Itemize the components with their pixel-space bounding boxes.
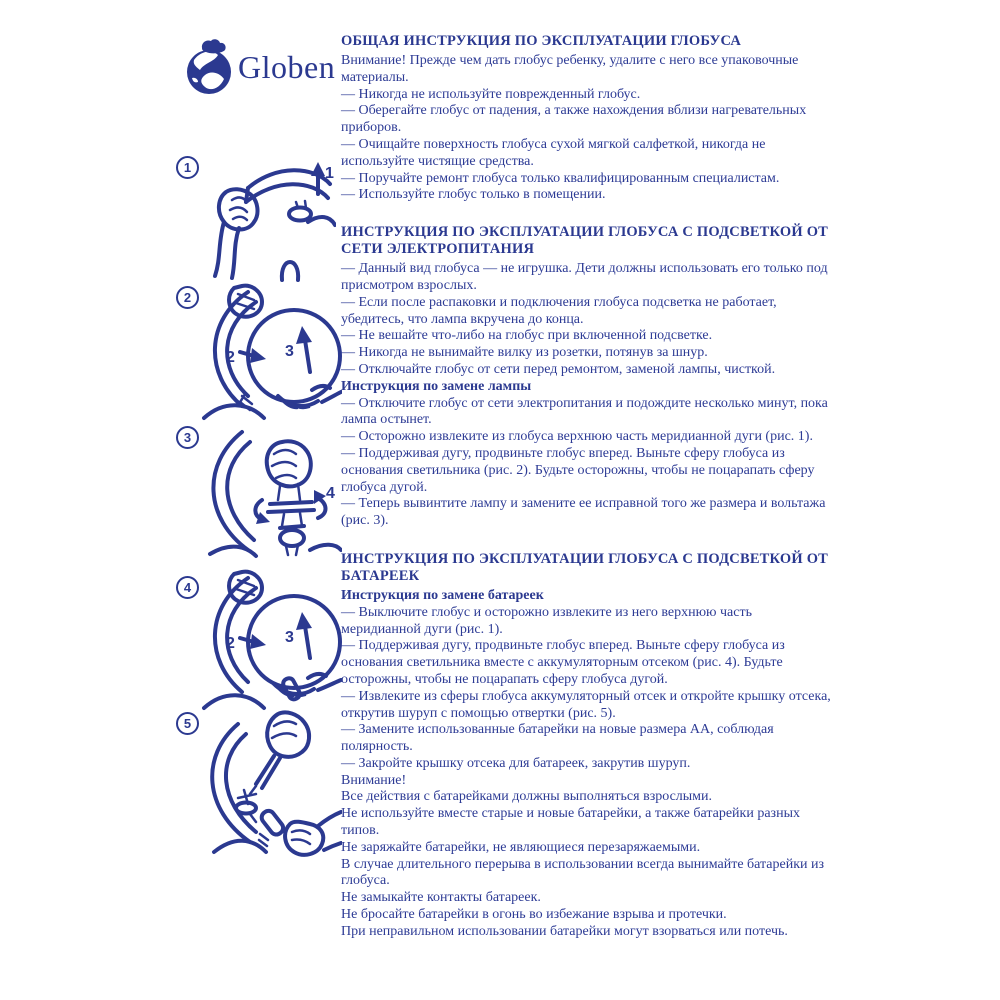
paragraph: — Используйте глобус только в помещении. <box>341 187 606 203</box>
paragraph: — Извлеките из сферы глобуса аккумуляторный отсек и откройте крышку отсека, открутив шуруп с помощью отвертки (рис. 5). <box>341 688 831 721</box>
lamp-replacement-subheading: Инструкция по замене лампы <box>341 378 532 394</box>
section-battery-power <box>341 551 835 941</box>
figure-3-illustration <box>190 420 342 565</box>
figure-1-number: 1 <box>176 156 199 179</box>
battery-replacement-subheading: Инструкция по замене батареек <box>341 587 544 603</box>
figure-2-arrow-label-3: 3 <box>285 343 294 360</box>
paragraph: — Оберегайте глобус от падения, а также нахождения вблизи нагревательных приборов. <box>341 103 807 136</box>
section-mains-power <box>341 224 835 530</box>
paragraph: — Если после распаковки и подключения глобуса подсветка не работает, убедитесь, что лампа вкручена до конца. <box>341 294 777 327</box>
paragraph: В случае длительного перерыва в использовании всегда вынимайте батарейки из глобуса. <box>341 856 825 889</box>
paragraph: — Поддерживая дугу, продвиньте глобус вперед. Выньте сферу глобуса из основания светильника вместе с аккумуляторным отсеком (рис. 4). Будьте осторожны, чтобы не поцарапать сферу глобуса дугой. <box>341 638 785 687</box>
paragraph: — Очищайте поверхность глобуса сухой мягкой салфеткой, никогда не используйте чистящие средства. <box>341 136 766 169</box>
paragraph: — Теперь вывинтите лампу и замените ее исправной того же размера и вольтажа (рис. 3). <box>341 496 826 529</box>
figure-1-illustration <box>196 148 336 295</box>
paragraph: Не используйте вместе старые и новые батарейки, а также батарейки разных типов. <box>341 806 800 839</box>
figure-4-illustration <box>190 568 342 717</box>
section-general <box>341 33 835 204</box>
paragraph: — Поддерживая дугу, продвиньте глобус вперед. Выньте сферу глобуса из основания светильника (рис. 2). Будьте осторожны, чтобы не поцарапать сферу глобуса дугой. <box>341 445 815 495</box>
paragraph: При неправильном использовании батарейки могут взорваться или потечь. <box>341 923 788 939</box>
paragraph: Внимание! <box>341 772 407 788</box>
paragraph: — Отключите глобус от сети электропитания и подождите несколько минут, пока лампа остынет. <box>341 395 828 428</box>
figure-5-illustration <box>190 706 342 863</box>
brand-logo <box>184 38 335 101</box>
paragraph: — Поручайте ремонт глобуса только квалифицированным специалистам. <box>341 170 780 186</box>
section-battery-heading: ИНСТРУКЦИЯ ПО ЭКСПЛУАТАЦИИ ГЛОБУСА С ПОДСВЕТКОЙ ОТ БАТАРЕЕК <box>341 550 829 584</box>
figure-2-arrow-label-2: 2 <box>226 349 235 366</box>
paragraph: — Замените использованные батарейки на новые размера АА, соблюдая полярность. <box>341 722 774 755</box>
paragraph: Не бросайте батарейки в огонь во избежание взрыва и протечки. <box>341 907 727 923</box>
paragraph: — Никогда не используйте поврежденный глобус. <box>341 86 641 102</box>
figure-4-number: 4 <box>176 576 199 599</box>
section-mains-heading: ИНСТРУКЦИЯ ПО ЭКСПЛУАТАЦИИ ГЛОБУСА С ПОДСВЕТКОЙ ОТ СЕТИ ЭЛЕКТРОПИТАНИЯ <box>341 224 829 258</box>
paragraph: — Закройте крышку отсека для батареек, закрутив шуруп. <box>341 755 691 771</box>
figure-2-illustration <box>190 282 342 427</box>
paragraph: — Данный вид глобуса — не игрушка. Дети должны использовать его только под присмотром взрослых. <box>341 261 828 293</box>
brand-name: Globen <box>238 48 336 85</box>
instruction-text-column <box>341 33 835 941</box>
globe-logo-icon <box>184 38 236 101</box>
figure-4-arrow-label-3: 3 <box>285 629 294 646</box>
paragraph: — Не вешайте что-либо на глобус при включенной подсветке. <box>341 328 713 344</box>
paragraph: Все действия с батарейками должны выполняться взрослыми. <box>341 789 713 805</box>
figure-3-arrow-label: 4 <box>326 485 335 502</box>
figure-4-arrow-label-2: 2 <box>226 635 235 652</box>
paragraph: — Осторожно извлеките из глобуса верхнюю часть меридианной дуги (рис. 1). <box>341 429 813 445</box>
section-general-heading: ОБЩАЯ ИНСТРУКЦИЯ ПО ЭКСПЛУАТАЦИИ ГЛОБУСА <box>341 33 742 49</box>
figure-3-number: 3 <box>176 426 199 449</box>
paragraph: Не заряжайте батарейки, не являющиеся перезаряжаемыми. <box>341 839 701 855</box>
paragraph: — Выключите глобус и осторожно извлеките из него верхнюю часть меридианной дуги (рис. 1). <box>341 604 752 637</box>
paragraph: — Отключайте глобус от сети перед ремонтом, заменой лампы, чисткой. <box>341 361 776 377</box>
figure-1-arrow-label: 1 <box>325 165 334 182</box>
paragraph: — Никогда не вынимайте вилку из розетки, потянув за шнур. <box>341 345 708 361</box>
figure-5-number: 5 <box>176 712 199 735</box>
paragraph: Внимание! Прежде чем дать глобус ребенку, удалите с него все упаковочные материалы. <box>341 53 799 85</box>
figure-2-number: 2 <box>176 286 199 309</box>
paragraph: Не замыкайте контакты батареек. <box>341 890 541 906</box>
